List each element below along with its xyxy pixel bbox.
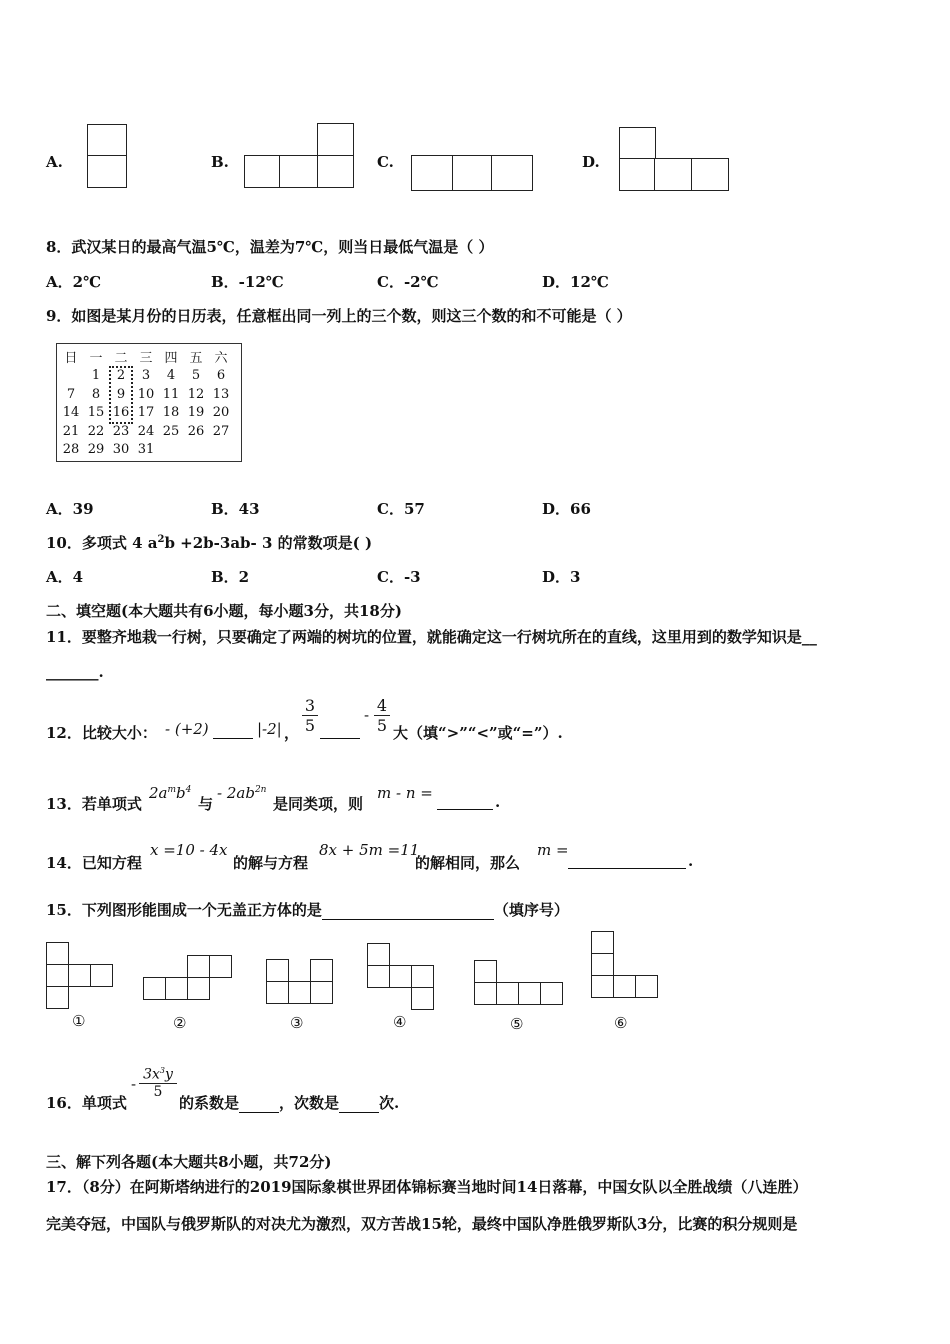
fraction-numerator: 4 [376, 696, 388, 715]
q12-expr1: - (+2) [165, 720, 209, 738]
q10-option-a: A．4 [46, 568, 84, 586]
q16-mid2: ，次数是 [279, 1094, 340, 1112]
calendar-cell: 31 [137, 442, 155, 457]
calendar-cell: 24 [137, 424, 155, 439]
net-square [187, 977, 210, 1000]
net-square [619, 158, 656, 191]
q16-num-exp: 3 [159, 1066, 165, 1075]
q7-option-c-label: C. [377, 153, 394, 171]
q13-label: 13．若单项式 [46, 795, 142, 813]
q12-negative-sign: - [364, 706, 370, 724]
calendar-header: 日 [64, 351, 78, 366]
net-square [90, 964, 113, 987]
calendar-cell: 3 [141, 368, 151, 383]
net-square [187, 955, 210, 978]
q15-blank [322, 901, 494, 920]
net-square [317, 155, 354, 188]
fraction-numerator: 3 [304, 696, 316, 715]
q16-coefficient-text [179, 1092, 399, 1113]
calendar-cell: 16 [112, 405, 130, 420]
net-square [317, 123, 354, 157]
q16-num-y: y [164, 1066, 173, 1083]
q11-blank-tail: _______. [46, 663, 104, 681]
calendar-cell: 19 [187, 405, 205, 420]
q11-stem: 11．要整齐地栽一行树，只要确定了两端的树坑的位置，就能确定这一行树坑所在的直线，这里用到的数学知识是__ [46, 628, 817, 646]
calendar-header: 一 [89, 351, 103, 366]
calendar-cell: 13 [212, 387, 230, 402]
q16-fraction [139, 1066, 177, 1100]
q13-tail: 是同类项，则 [273, 795, 364, 813]
q16-num-base: 3x [143, 1066, 160, 1083]
net-square [46, 986, 69, 1009]
section-3-heading: 三、解下列各题(本大题共8小题，共72分) [46, 1153, 332, 1171]
q10-option-b: B．2 [211, 568, 250, 586]
net-square [143, 977, 166, 1000]
q14-end: . [688, 852, 694, 870]
q15-label-3: ③ [290, 1014, 304, 1032]
net-square [654, 158, 693, 191]
calendar-cell: 15 [87, 405, 105, 420]
q16-blank-2 [339, 1094, 379, 1113]
net-square [46, 942, 69, 965]
q14-equation-2: 8x + 5m =11 [319, 841, 420, 859]
q9-option-b: B．43 [211, 500, 260, 518]
q16-label: 16．单项式 [46, 1094, 127, 1112]
q13-term2-base: - 2ab [217, 784, 255, 802]
q9-option-c: C．57 [377, 500, 425, 518]
net-square [288, 981, 311, 1004]
section-2-heading: 二、填空题(本大题共有6小题，每小题3分，共18分) [46, 602, 402, 620]
q16-blank-1 [239, 1094, 279, 1113]
net-square [68, 964, 91, 987]
q12-tail: 大（填“>”“<”或“=”）. [393, 724, 563, 742]
net-square [691, 158, 729, 191]
q14-mid: 的解与方程 [233, 854, 309, 872]
net-square [411, 965, 434, 988]
calendar-table [56, 343, 242, 462]
fraction-numerator [139, 1066, 177, 1083]
calendar-cell: 5 [191, 368, 201, 383]
q12-comma: ， [284, 724, 300, 742]
calendar-cell: 17 [137, 405, 155, 420]
q8-option-a: A．2℃ [46, 273, 102, 291]
net-square [310, 959, 333, 982]
q17-line-2: 完美夺冠，中国队与俄罗斯队的对决尤为激烈，双方苦战15轮，最终中国队净胜俄罗斯队3分，比赛的积分规则是 [46, 1215, 798, 1233]
q10-stem-prefix: 10．多项式 4 a [46, 534, 158, 552]
q15-label-2: ② [173, 1014, 187, 1032]
calendar-header: 五 [189, 351, 203, 366]
q15-label-4: ④ [393, 1013, 407, 1031]
q13-term1-exp: m [167, 785, 177, 795]
calendar-cell: 9 [116, 387, 126, 402]
calendar-header: 三 [139, 351, 153, 366]
q15-label-6: ⑥ [614, 1014, 628, 1032]
net-square [367, 965, 390, 988]
q16-mid: 的系数是 [179, 1094, 240, 1112]
calendar-cell: 7 [66, 387, 76, 402]
calendar-cell: 26 [187, 424, 205, 439]
calendar-cell: 28 [62, 442, 80, 457]
q10-option-c: C．-3 [377, 568, 421, 586]
q13-term2-exp: 2n [254, 785, 267, 795]
q8-option-b: B．-12℃ [211, 273, 284, 291]
calendar-cell: 21 [62, 424, 80, 439]
calendar-cell: 11 [162, 387, 180, 402]
fraction-denominator: 5 [139, 1083, 177, 1100]
net-square [591, 931, 614, 954]
net-square [474, 960, 497, 983]
net-square [266, 959, 289, 982]
calendar-header: 六 [214, 351, 228, 366]
q13-term2 [217, 784, 266, 802]
q12-fraction-1 [302, 696, 318, 735]
q10-stem [46, 532, 372, 553]
calendar-cell: 18 [162, 405, 180, 420]
net-square [411, 155, 454, 191]
q13-term1-base: 2a [149, 784, 168, 802]
calendar-cell: 12 [187, 387, 205, 402]
calendar-cell: 29 [87, 442, 105, 457]
q16-negative-sign: - [131, 1075, 137, 1093]
net-square [367, 943, 390, 966]
net-square [518, 982, 541, 1005]
calendar-cell: 14 [62, 405, 80, 420]
q13-mid: 与 [198, 795, 214, 813]
q16-end: 次. [379, 1094, 400, 1112]
net-square [619, 127, 656, 160]
net-square [266, 981, 289, 1004]
net-square [46, 964, 69, 987]
q17-line-1: 17．（8分）在阿斯塔纳进行的2019国际象棋世界团体锦标赛当地时间14日落幕，中国女队以全胜战绩（八连胜） [46, 1178, 808, 1196]
q14-expr: m = [537, 841, 569, 859]
q13-term1-b: b [176, 784, 186, 802]
fraction-denominator: 5 [302, 715, 318, 735]
calendar-cell: 27 [212, 424, 230, 439]
net-square [591, 975, 614, 998]
net-square [452, 155, 493, 191]
q8-stem: 8．武汉某日的最高气温5℃，温差为7℃，则当日最低气温是（ ） [46, 238, 494, 256]
q13-term1-exp2: 4 [185, 785, 192, 795]
net-square [411, 987, 434, 1010]
net-square [474, 982, 497, 1005]
net-square [165, 977, 188, 1000]
net-square [613, 975, 636, 998]
net-square [540, 982, 563, 1005]
q14-label: 14．已知方程 [46, 854, 142, 872]
q9-option-a: A．39 [46, 500, 94, 518]
fraction-denominator: 5 [374, 715, 390, 735]
q15-label-1: ① [72, 1012, 86, 1030]
net-square [244, 155, 281, 188]
q13-blank [437, 791, 493, 810]
net-square [591, 953, 614, 976]
q15-stem-text: 15．下列图形能围成一个无盖正方体的是 [46, 901, 322, 919]
q15-stem-tail: （填序号） [493, 901, 569, 919]
q14-equation-1: x =10 - 4x [150, 841, 228, 859]
q13-end: . [495, 793, 501, 811]
calendar-cell: 2 [116, 368, 126, 383]
calendar-header: 二 [114, 351, 128, 366]
net-square [87, 124, 127, 157]
calendar-cell: 25 [162, 424, 180, 439]
net-square [389, 965, 412, 988]
q12-fraction-2 [374, 696, 390, 735]
net-square [87, 155, 127, 188]
q9-stem: 9．如图是某月份的日历表，任意框出同一列上的三个数，则这三个数的和不可能是（ ） [46, 307, 632, 325]
calendar-cell: 30 [112, 442, 130, 457]
net-square [279, 155, 319, 188]
q7-option-d-label: D. [582, 153, 600, 171]
calendar-cell: 22 [87, 424, 105, 439]
q12-blank1 [213, 720, 253, 739]
net-square [491, 155, 533, 191]
net-square [635, 975, 658, 998]
q10-option-d: D．3 [542, 568, 581, 586]
q8-option-d: D．12℃ [542, 273, 609, 291]
q15-label-5: ⑤ [510, 1015, 524, 1033]
calendar-cell: 1 [91, 368, 101, 383]
q13-expr: m - n = [377, 784, 433, 802]
calendar-cell: 6 [216, 368, 226, 383]
calendar-cell: 20 [212, 405, 230, 420]
net-square [209, 955, 232, 978]
q12-blank2 [320, 720, 360, 739]
net-square [310, 981, 333, 1004]
q10-stem-suffix: b +2b-3ab- 3 的常数项是( ) [164, 534, 373, 552]
q7-option-b-label: B. [211, 153, 229, 171]
calendar-cell: 23 [112, 424, 130, 439]
q14-blank [568, 850, 686, 869]
calendar-cell: 8 [91, 387, 101, 402]
q9-option-d: D．66 [542, 500, 591, 518]
q10-exponent: 2 [157, 534, 165, 545]
q12-expr2: |-2| [257, 720, 282, 738]
calendar-header: 四 [164, 351, 178, 366]
calendar-cell: 4 [166, 368, 176, 383]
q15-stem [46, 899, 569, 920]
q12-label: 12．比较大小： [46, 724, 157, 742]
q8-option-c: C．-2℃ [377, 273, 439, 291]
net-square [496, 982, 519, 1005]
calendar-cell: 10 [137, 387, 155, 402]
q14-mid2: 的解相同，那么 [415, 854, 521, 872]
q13-term1 [149, 784, 191, 802]
q7-option-a-label: A. [46, 153, 63, 171]
